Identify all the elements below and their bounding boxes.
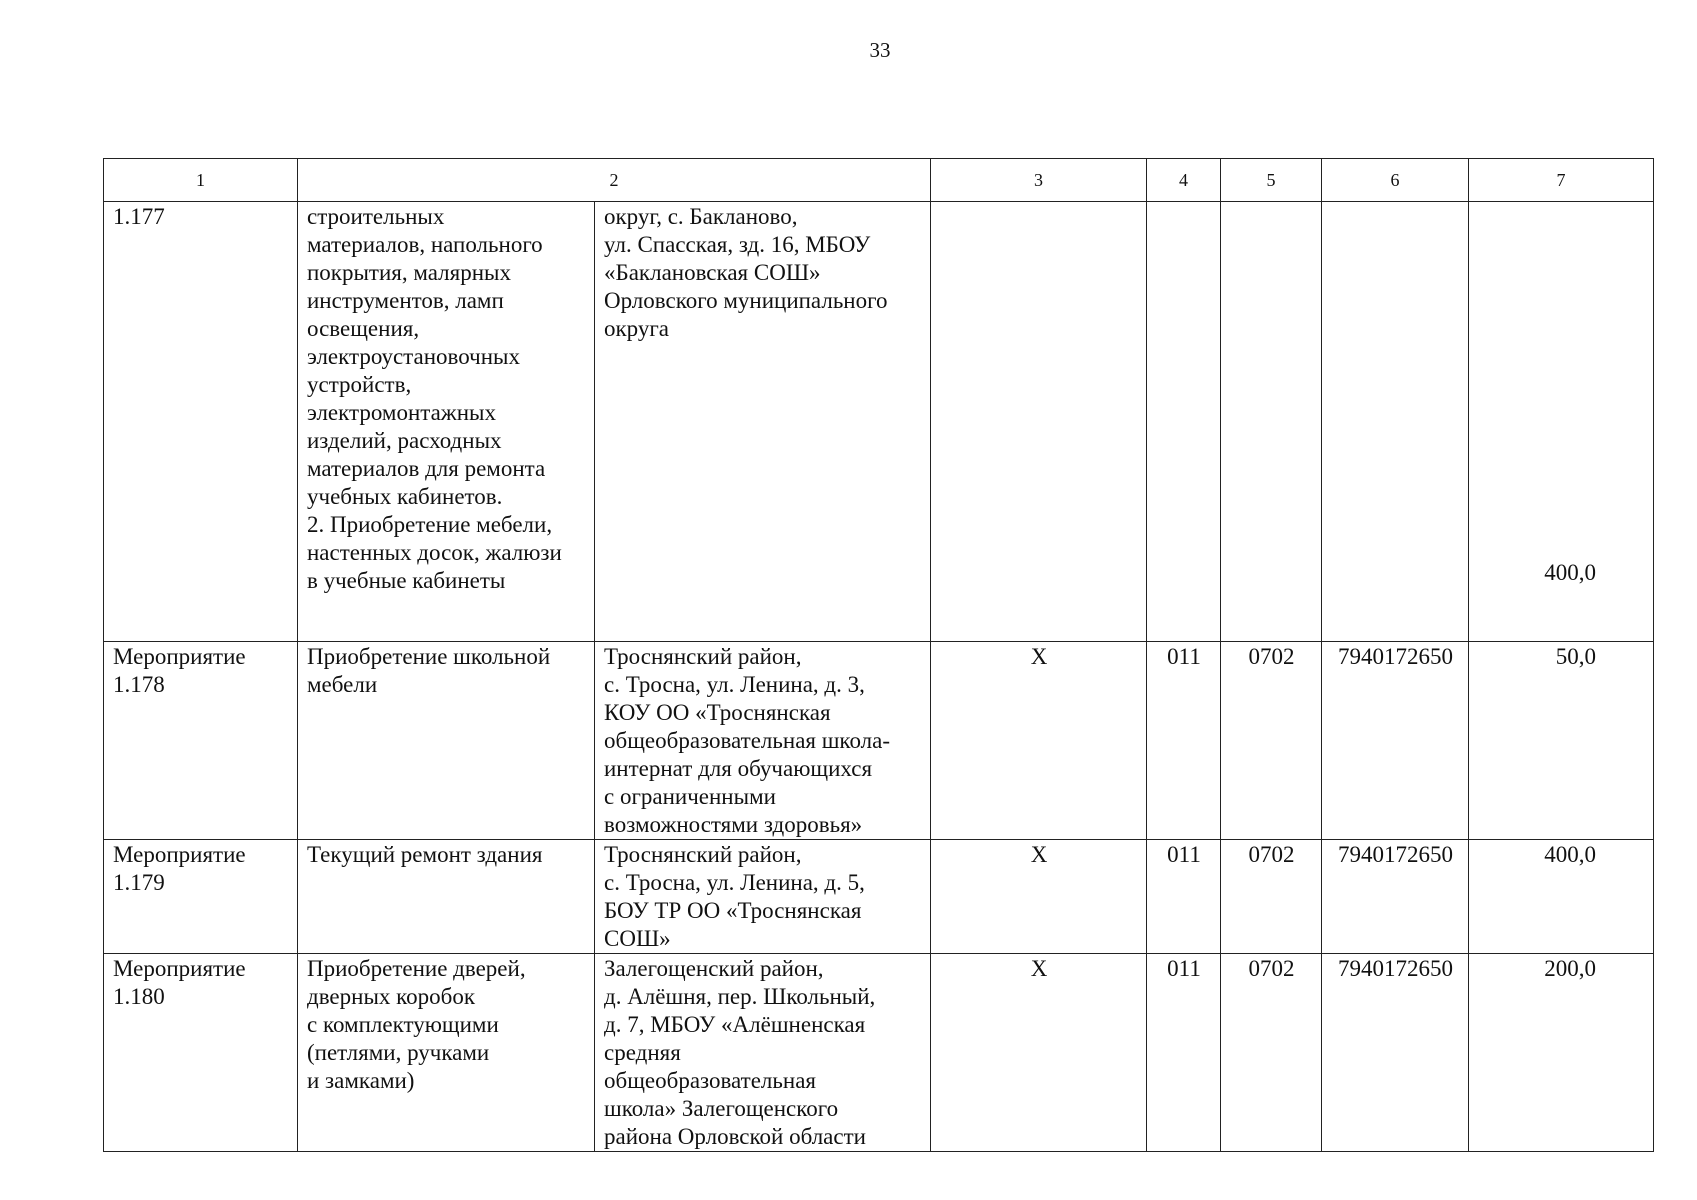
table-row xyxy=(104,642,1654,840)
row-col-5: 0702 xyxy=(1221,642,1322,840)
row-col-3: X xyxy=(931,642,1147,840)
row-name: строительных материалов, напольного покрытия, малярных инструментов, ламп освещения, электроустановочных устройств, электромонтажных изделий, расходных материалов для ремонта учебных кабинетов. 2. Приобретение мебели, настенных досок, жалюзи в учебные кабинеты xyxy=(298,202,595,642)
header-col-6: 6 xyxy=(1322,159,1469,202)
row-col-3: X xyxy=(931,840,1147,954)
row-col-5: 0702 xyxy=(1221,954,1322,1152)
row-col-6 xyxy=(1322,202,1469,642)
row-col-4: 011 xyxy=(1147,642,1221,840)
row-id: Мероприятие 1.178 xyxy=(104,642,298,840)
page-number: 33 xyxy=(869,38,891,62)
row-col-6: 7940172650 xyxy=(1322,954,1469,1152)
row-address: Троснянский район, с. Тросна, ул. Ленина, д. 3, КОУ ОО «Троснянская общеобразовательная школа- интернат для обучающихся с ограниченными возможностями здоровья» xyxy=(595,642,931,840)
row-amount: 50,0 xyxy=(1469,642,1654,840)
row-name: Приобретение школьной мебели xyxy=(298,642,595,840)
row-address: Троснянский район, с. Тросна, ул. Ленина, д. 5, БОУ ТР ОО «Троснянская СОШ» xyxy=(595,840,931,954)
row-col-4: 011 xyxy=(1147,840,1221,954)
table-row xyxy=(104,840,1654,954)
header-row xyxy=(104,159,1654,202)
budget-table xyxy=(103,158,1654,1152)
header-col-3: 3 xyxy=(931,159,1147,202)
row-col-6: 7940172650 xyxy=(1322,642,1469,840)
row-col-3 xyxy=(931,202,1147,642)
header-col-5: 5 xyxy=(1221,159,1322,202)
row-id: 1.177 xyxy=(104,202,298,642)
table-row xyxy=(104,202,1654,642)
row-address: Залегощенский район, д. Алёшня, пер. Школьный, д. 7, МБОУ «Алёшненская средняя общеобразовательная школа» Залегощенского района Орловской области xyxy=(595,954,931,1152)
row-name: Приобретение дверей, дверных коробок с комплектующими (петлями, ручками и замками) xyxy=(298,954,595,1152)
row-amount: 400,0 xyxy=(1469,202,1654,642)
header-col-7: 7 xyxy=(1469,159,1654,202)
row-col-4 xyxy=(1147,202,1221,642)
row-col-3: X xyxy=(931,954,1147,1152)
row-name: Текущий ремонт здания xyxy=(298,840,595,954)
row-col-5 xyxy=(1221,202,1322,642)
row-address: округ, с. Бакланово, ул. Спасская, зд. 16, МБОУ «Баклановская СОШ» Орловского муниципального округа xyxy=(595,202,931,642)
header-col-4: 4 xyxy=(1147,159,1221,202)
row-id: Мероприятие 1.180 xyxy=(104,954,298,1152)
header-col-1: 1 xyxy=(104,159,298,202)
row-col-4: 011 xyxy=(1147,954,1221,1152)
row-col-5: 0702 xyxy=(1221,840,1322,954)
header-col-2: 2 xyxy=(298,159,931,202)
row-id: Мероприятие 1.179 xyxy=(104,840,298,954)
row-amount: 200,0 xyxy=(1469,954,1654,1152)
row-col-6: 7940172650 xyxy=(1322,840,1469,954)
row-amount: 400,0 xyxy=(1469,840,1654,954)
table-row xyxy=(104,954,1654,1152)
